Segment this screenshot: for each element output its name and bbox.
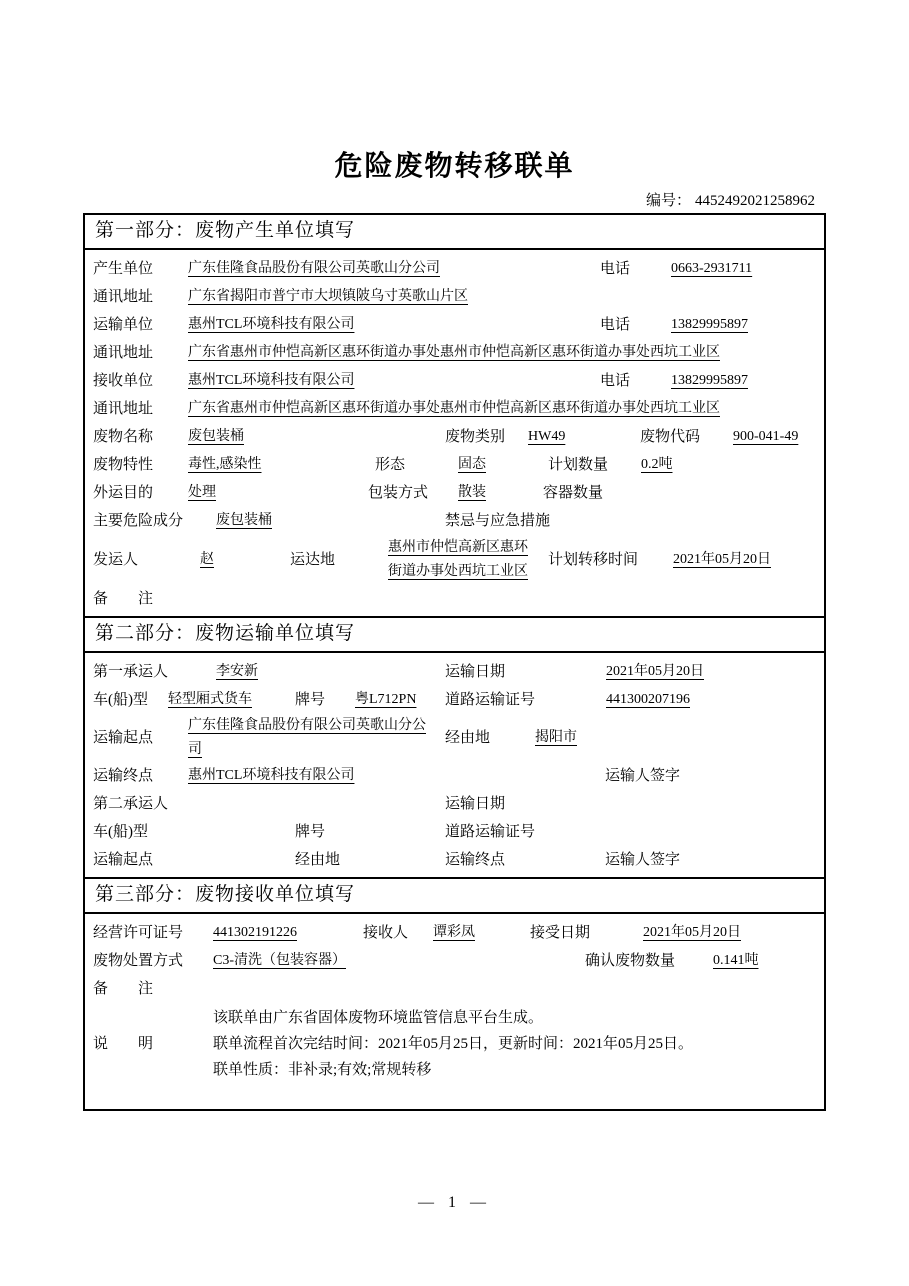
- form-row: [85, 311, 824, 339]
- receiver-person-value: 谭彩凤: [433, 925, 475, 940]
- form-row: [85, 818, 824, 846]
- terminal2-label: 运输终点: [445, 852, 506, 868]
- form-row: [85, 975, 824, 1003]
- section1-remark-label: 备 注: [93, 591, 154, 607]
- receiver-unit-label: 接收单位: [93, 373, 154, 389]
- origin1-label: 运输起点: [93, 730, 154, 746]
- receive-date-value: 2021年05月20日: [643, 925, 741, 940]
- receive-date-label: 接受日期: [530, 925, 591, 941]
- form-row: [85, 283, 824, 311]
- consignor-value: 赵: [200, 552, 214, 567]
- transport-date1-label: 运输日期: [445, 664, 506, 680]
- signature2-label: 运输人签字: [605, 852, 681, 868]
- manifest-table: [83, 213, 826, 1111]
- waste-property-label: 废物特性: [93, 457, 154, 473]
- producer-phone-label: 电话: [600, 261, 631, 277]
- serial-line: [646, 189, 815, 210]
- license-label: 经营许可证号: [93, 925, 184, 941]
- form-row: [85, 762, 824, 790]
- plate1-label: 牌号: [295, 692, 326, 708]
- receiver-address-value: 广东省惠州市仲恺高新区惠环街道办事处惠州市仲恺高新区惠环街道办事处西坑工业区: [188, 401, 720, 416]
- form-row: [85, 535, 824, 585]
- form-row: [85, 451, 824, 479]
- waste-category-label: 废物类别: [445, 429, 506, 445]
- note-lines: [213, 1005, 693, 1083]
- carrier1-value: 李安新: [216, 664, 258, 679]
- vehicle-type1-value: 轻型厢式货车: [168, 692, 252, 707]
- page-number: — 1 —: [418, 1194, 491, 1211]
- packing-method-label: 包装方式: [368, 485, 429, 501]
- waste-name-label: 废物名称: [93, 429, 154, 445]
- via2-label: 经由地: [295, 852, 341, 868]
- receiver-unit-value: 惠州TCL环境科技有限公司: [188, 373, 355, 388]
- terminal1-label: 运输终点: [93, 768, 154, 784]
- planned-transfer-time-label: 计划转移时间: [548, 552, 639, 568]
- planned-qty-value: 0.2吨: [641, 457, 673, 472]
- producer-unit-value: 广东佳隆食品股份有限公司英歌山分公司: [188, 261, 440, 276]
- form-row: [85, 423, 824, 451]
- note-label: 说 明: [93, 1036, 154, 1052]
- receiver-phone-label: 电话: [600, 373, 631, 389]
- form-row: [85, 790, 824, 818]
- producer-unit-label: 产生单位: [93, 261, 154, 277]
- main-hazard-label: 主要危险成分: [93, 513, 184, 529]
- form-row: [85, 686, 824, 714]
- section1-header: 第一部分：废物产生单位填写: [85, 215, 824, 250]
- waste-code-label: 废物代码: [640, 429, 701, 445]
- transport-unit-value: 惠州TCL环境科技有限公司: [188, 317, 355, 332]
- plate2-label: 牌号: [295, 824, 326, 840]
- container-qty-label: 容器数量: [543, 485, 604, 501]
- form-row: [85, 479, 824, 507]
- planned-qty-label: 计划数量: [548, 457, 609, 473]
- producer-phone-value: 0663-2931711: [671, 261, 753, 276]
- via1-label: 经由地: [445, 730, 491, 746]
- origin1-value: 广东佳隆食品股份有限公司英歌山分公司: [188, 718, 426, 757]
- transport-phone-label: 电话: [600, 317, 631, 333]
- transport-unit-label: 运输单位: [93, 317, 154, 333]
- confirmed-qty-label: 确认废物数量: [585, 953, 676, 969]
- packing-method-value: 散装: [458, 485, 486, 500]
- carrier2-label: 第二承运人: [93, 796, 169, 812]
- origin2-label: 运输起点: [93, 852, 154, 868]
- section3-header: 第三部分：废物接收单位填写: [85, 877, 824, 914]
- form-row: [85, 714, 824, 762]
- waste-code-value: 900-041-49: [733, 429, 799, 444]
- terminal1-value: 惠州TCL环境科技有限公司: [188, 768, 355, 783]
- transfer-purpose-value: 处理: [188, 485, 216, 500]
- form-row: [85, 919, 824, 947]
- form-row: [85, 585, 824, 613]
- road-permit1-value: 441300207196: [606, 692, 690, 707]
- signature1-label: 运输人签字: [605, 768, 681, 784]
- note-line-1: 该联单由广东省固体废物环境监管信息平台生成。: [213, 1010, 544, 1026]
- vehicle-type1-label: 车(船)型: [93, 692, 148, 708]
- transport-phone-value: 13829995897: [671, 317, 748, 332]
- destination-value: 惠州市仲恺高新区惠环街道办事处西坑工业区: [388, 540, 528, 579]
- form-row: [85, 947, 824, 975]
- transport-address-label: 通讯地址: [93, 345, 154, 361]
- planned-transfer-time-value: 2021年05月20日: [673, 552, 771, 567]
- via1-value: 揭阳市: [535, 730, 577, 745]
- producer-address-label: 通讯地址: [93, 289, 154, 305]
- receiver-phone-value: 13829995897: [671, 373, 748, 388]
- waste-category-value: HW49: [528, 429, 566, 444]
- section1-body: [85, 250, 824, 616]
- plate1-value: 粤L712PN: [355, 692, 417, 707]
- confirmed-qty-value: 0.141吨: [713, 953, 759, 968]
- waste-name-value: 废包装桶: [188, 429, 244, 444]
- road-permit2-label: 道路运输证号: [445, 824, 536, 840]
- transport-address-value: 广东省惠州市仲恺高新区惠环街道办事处惠州市仲恺高新区惠环街道办事处西坑工业区: [188, 345, 720, 360]
- form-row: [85, 339, 824, 367]
- road-permit1-label: 道路运输证号: [445, 692, 536, 708]
- physical-form-label: 形态: [375, 457, 406, 473]
- section3-body: [85, 914, 824, 1109]
- destination-label: 运达地: [290, 552, 336, 568]
- consignor-label: 发运人: [93, 552, 139, 568]
- serial-label: 编号：: [645, 193, 691, 209]
- main-hazard-value: 废包装桶: [216, 513, 272, 528]
- section3-remark-label: 备 注: [93, 981, 154, 997]
- waste-property-value: 毒性,感染性: [188, 457, 262, 472]
- form-row: [85, 395, 824, 423]
- carrier1-label: 第一承运人: [93, 664, 169, 680]
- license-value: 441302191226: [213, 925, 297, 940]
- receiver-person-label: 接收人: [363, 925, 409, 941]
- form-row: [85, 255, 824, 283]
- transport-date1-value: 2021年05月20日: [606, 664, 704, 679]
- note-line-3: 联单性质：非补录;有效;常规转移: [213, 1062, 432, 1078]
- producer-address-value: 广东省揭阳市普宁市大坝镇陂乌寸英歌山片区: [188, 289, 468, 304]
- form-row: [85, 367, 824, 395]
- document-title: 危险废物转移联单: [334, 151, 575, 182]
- note-line-2: 联单流程首次完结时间：2021年05月25日，更新时间：2021年05月25日。: [213, 1036, 694, 1052]
- vehicle-type2-label: 车(船)型: [93, 824, 148, 840]
- section2-body: [85, 653, 824, 877]
- form-row: [85, 658, 824, 686]
- emergency-label: 禁忌与应急措施: [445, 513, 551, 529]
- physical-form-value: 固态: [458, 457, 486, 472]
- form-row: [85, 1003, 824, 1085]
- disposal-method-label: 废物处置方式: [93, 953, 184, 969]
- form-row: [85, 507, 824, 535]
- transfer-purpose-label: 外运目的: [93, 485, 154, 501]
- receiver-address-label: 通讯地址: [93, 401, 154, 417]
- form-row: [85, 846, 824, 874]
- transport-date2-label: 运输日期: [445, 796, 506, 812]
- disposal-method-value: C3-清洗（包装容器）: [213, 953, 346, 968]
- section2-header: 第二部分：废物运输单位填写: [85, 616, 824, 653]
- serial-number: 4452492021258962: [695, 193, 815, 209]
